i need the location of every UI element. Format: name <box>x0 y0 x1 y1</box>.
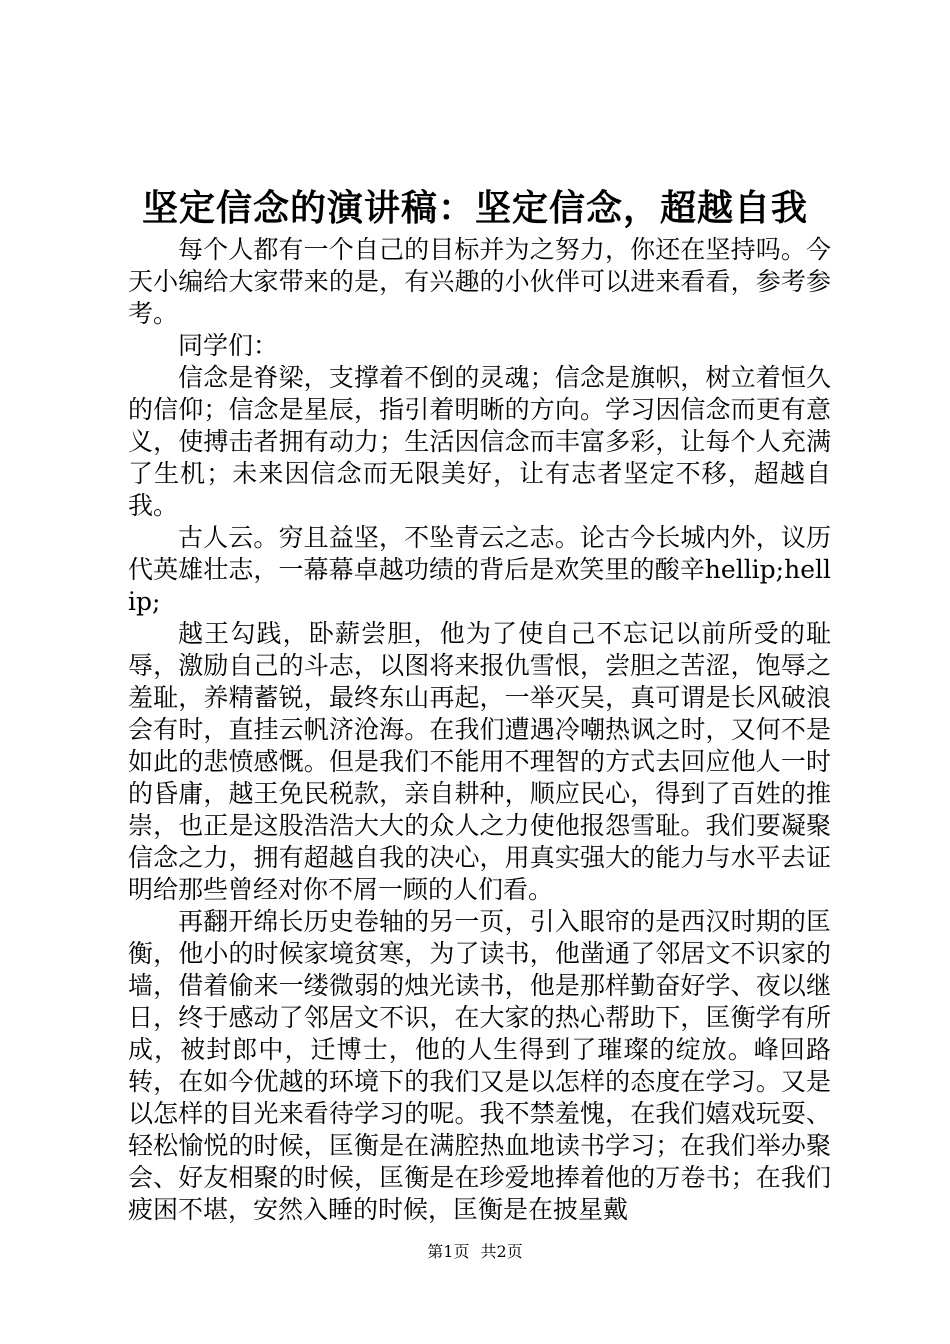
paragraph-goujian: 越王勾践，卧薪尝胆，他为了使自己不忘记以前所受的耻辱，激励自己的斗志，以图将来报仇雪恨，尝胆之苦涩，饱辱之羞耻，养精蓄锐，最终东山再起，一举灭吴，真可谓是长风破浪会有时，直挂云帆济沧海。在我们遭遇冷嘲热讽之时，又何不是如此的悲愤感慨。但是我们不能用不理智的方式去回应他人一时的昏庸，越王免民税款，亲自耕种，顺应民心，得到了百姓的推崇，也正是这股浩浩大大的众人之力使他报怨雪耻。我们要凝聚信念之力，拥有超越自我的决心，用真实强大的能力与水平去证明给那些曾经对你不屑一顾的人们看。 <box>128 619 831 904</box>
paragraph-belief: 信念是脊梁，支撑着不倒的灵魂；信念是旗帜，树立着恒久的信仰；信念是星辰，指引着明晰的方向。学习因信念而更有意义，使搏击者拥有动力；生活因信念而丰富多彩，让每个人充满了生机；未来因信念而无限美好，让有志者坚定不移，超越自我。 <box>128 363 831 520</box>
page-footer <box>0 1241 950 1263</box>
paragraph-intro: 每个人都有一个自己的目标并为之努力，你还在坚持吗。今天小编给大家带来的是，有兴趣的小伙伴可以进来看看，参考参考。 <box>128 235 831 328</box>
document-title: 坚定信念的演讲稿：坚定信念，超越自我 <box>141 188 808 229</box>
paragraph-salutation: 同学们： <box>178 331 279 360</box>
document-body <box>128 234 831 1226</box>
page-total: 共2页 <box>480 1242 523 1261</box>
paragraph-kuangheng: 再翻开绵长历史卷轴的另一页，引入眼帘的是西汉时期的匡衡，他小的时候家境贫寒，为了读书，他凿通了邻居文不识家的墙，借着偷来一缕微弱的烛光读书，他是那样勤奋好学、夜以继日，终于感动了邻居文不识，在大家的热心帮助下，匡衡学有所成，被封郎中，迁博士，他的人生得到了璀璨的绽放。峰回路转，在如今优越的环境下的我们又是以怎样的态度在学习。又是以怎样的目光来看待学习的呢。我不禁羞愧，在我们嬉戏玩耍、轻松愉悦的时候，匡衡是在满腔热血地读书学习；在我们举办聚会、好友相聚的时候，匡衡是在珍爱地捧着他的万卷书；在我们疲困不堪，安然入睡的时候，匡衡是在披星戴 <box>128 907 831 1224</box>
paragraph-ancients: 古人云。穷且益坚，不坠青云之志。论古今长城内外，议历代英雄壮志，一幕幕卓越功绩的背后是欢笑里的酸辛hellip;hellip; <box>128 523 831 616</box>
page-number: 第1页 <box>427 1242 470 1261</box>
